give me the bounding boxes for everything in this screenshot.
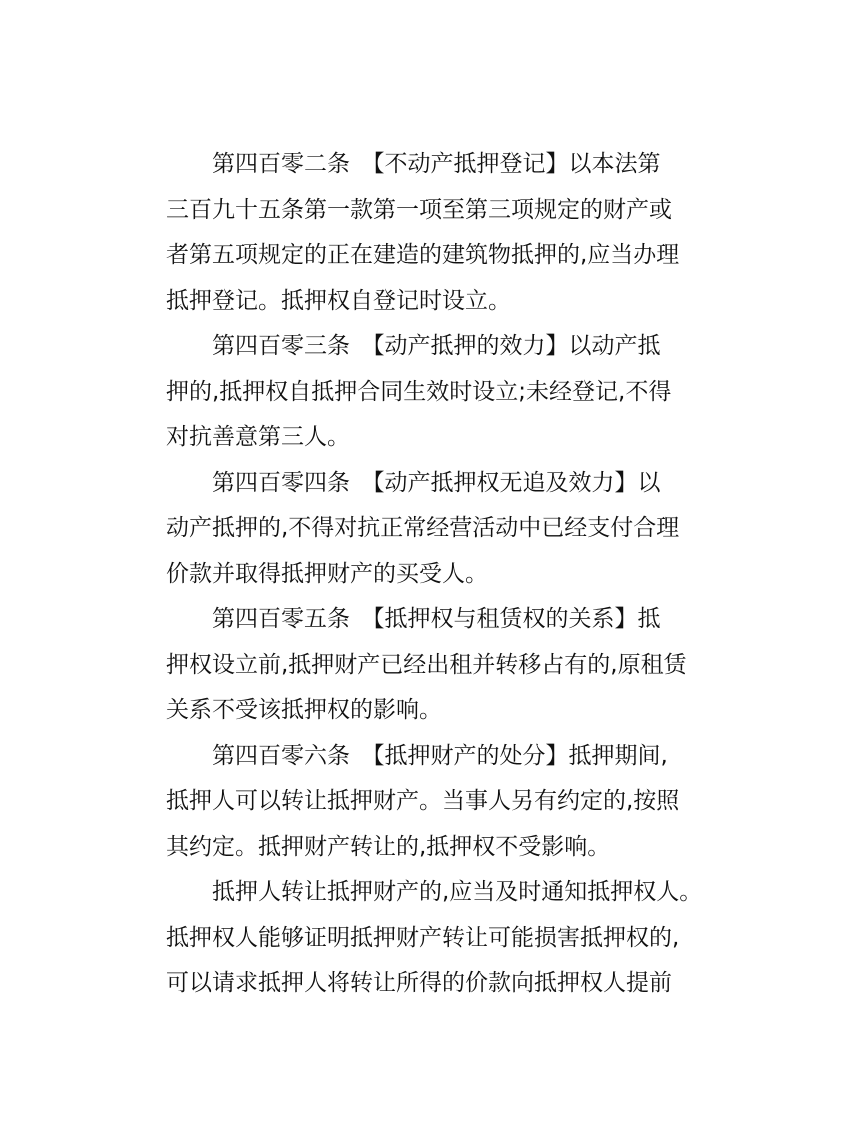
paragraph-line: 其约定。抵押财产转让的,抵押权不受影响。 (166, 833, 611, 860)
paragraph-article-404 (166, 461, 706, 598)
paragraph-article-406-part2 (166, 870, 706, 1007)
paragraph-line: 第四百零二条 【不动产抵押登记】以本法第 (212, 151, 661, 177)
paragraph-line: 动产抵押的,不得对抗正常经营活动中已经支付合理 (166, 515, 680, 541)
paragraph-line: 押权设立前,抵押财产已经出租并转移占有的,原租赁 (166, 651, 687, 678)
paragraph-line: 可以请求抵押人将转让所得的价款向抵押权人提前 (166, 970, 672, 996)
paragraph-line: 第四百零五条 【抵押权与租赁权的关系】抵 (212, 606, 661, 632)
paragraph-line: 关系不受该抵押权的影响。 (166, 697, 442, 723)
document-body (166, 142, 706, 1007)
paragraph-line: 者第五项规定的正在建造的建筑物抵押的,应当办理 (166, 242, 680, 268)
paragraph-line: 价款并取得抵押财产的买受人。 (166, 560, 488, 587)
paragraph-line: 抵押人转让抵押财产的,应当及时通知抵押权人。 (212, 879, 703, 905)
paragraph-article-402 (166, 142, 706, 324)
paragraph-article-403 (166, 324, 706, 461)
paragraph-line: 第四百零六条 【抵押财产的处分】抵押期间, (212, 742, 668, 769)
paragraph-line: 押的,抵押权自抵押合同生效时设立;未经登记,不得 (166, 378, 672, 405)
paragraph-line: 第四百零三条 【动产抵押的效力】以动产抵 (212, 333, 661, 359)
paragraph-line: 对抗善意第三人。 (166, 424, 350, 450)
paragraph-article-405 (166, 597, 706, 734)
paragraph-line: 第四百零四条 【动产抵押权无追及效力】以 (212, 469, 661, 496)
paragraph-article-406 (166, 734, 706, 871)
paragraph-line: 抵押人可以转让抵押财产。当事人另有约定的,按照 (166, 788, 680, 814)
paragraph-line: 抵押权人能够证明抵押财产转让可能损害抵押权的, (166, 924, 680, 951)
paragraph-line: 抵押登记。抵押权自登记时设立。 (166, 287, 511, 314)
paragraph-line: 三百九十五条第一款第一项至第三项规定的财产或 (166, 196, 672, 223)
